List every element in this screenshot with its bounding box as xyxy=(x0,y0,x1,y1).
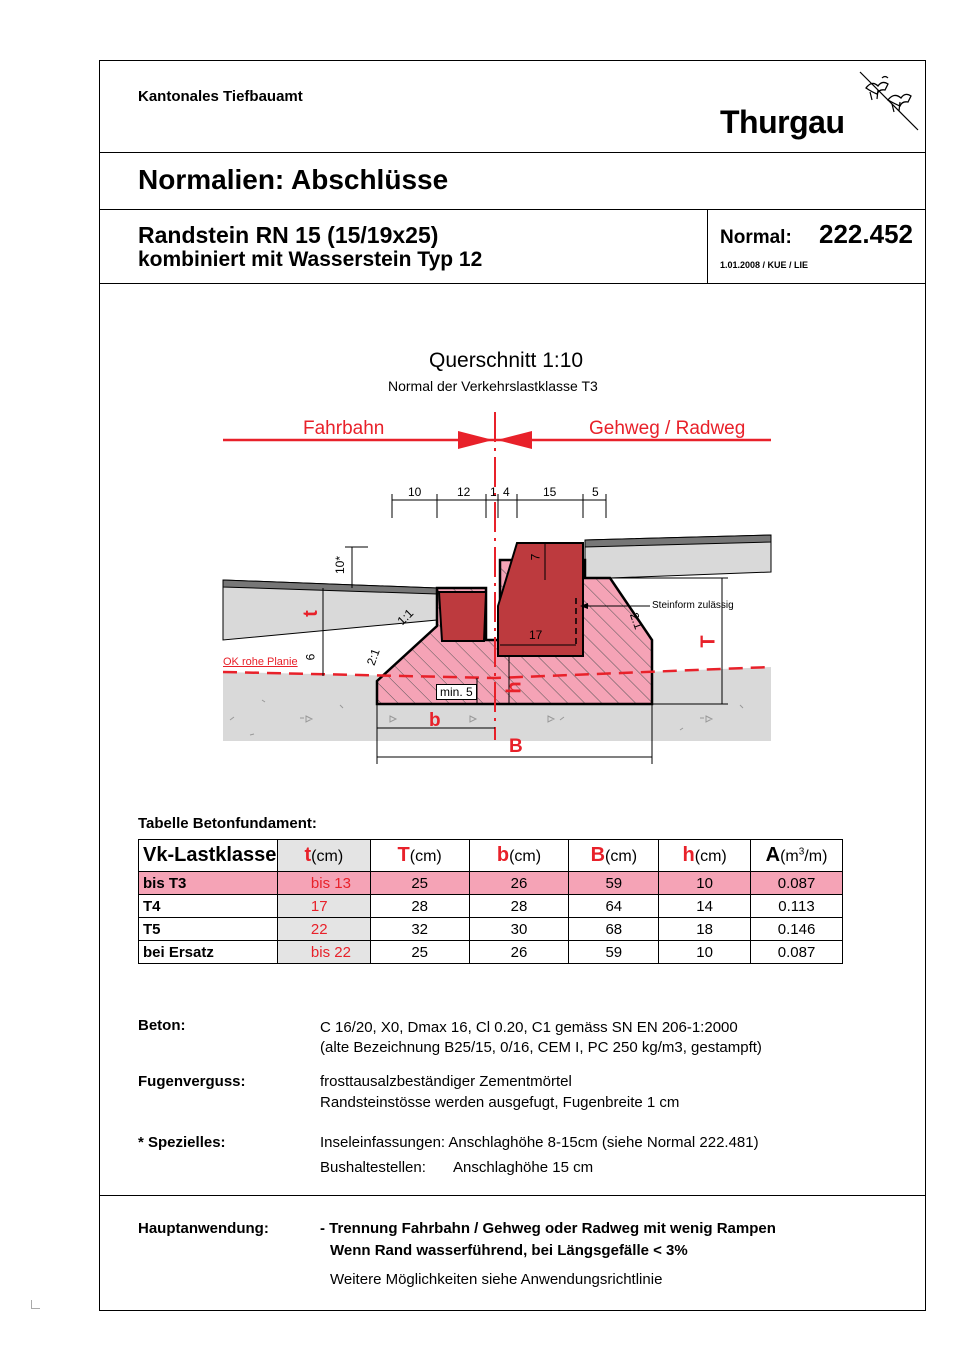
fugen-line1: frosttausalzbeständiger Zementmörtel xyxy=(320,1073,572,1090)
fugen-label: Fugenverguss: xyxy=(138,1073,246,1090)
dim-6: 6 xyxy=(303,653,318,661)
label-h: h xyxy=(503,681,526,694)
dim-5: 5 xyxy=(592,485,599,499)
dim-7: 7 xyxy=(528,553,543,561)
label-B: B xyxy=(509,736,523,757)
header-B: B(cm) xyxy=(569,840,659,872)
header-vk: Vk-Lastklasse xyxy=(139,840,278,872)
dim-1: 1 xyxy=(490,485,497,499)
dim-4: 4 xyxy=(503,485,510,499)
corner-mark xyxy=(31,1300,40,1309)
beton-line1: C 16/20, X0, Dmax 16, Cl 0.20, C1 gemäss SN EN 206-1:2000 xyxy=(320,1019,738,1036)
header-T: T(cm) xyxy=(370,840,469,872)
subject-line1: Randstein RN 15 (15/19x25) xyxy=(138,222,439,248)
table-row: T4 17 28 28 64 14 0.113 xyxy=(139,895,843,918)
spez-label: * Spezielles: xyxy=(138,1134,226,1151)
dim-10: 10 xyxy=(408,485,422,499)
label-T-upper: T xyxy=(697,635,720,648)
table-header-row xyxy=(139,840,843,872)
header-t: t(cm) xyxy=(277,840,370,872)
dim-15: 15 xyxy=(543,485,557,499)
subject-line2: kombiniert mit Wasserstein Typ 12 xyxy=(138,248,483,271)
slope-1-1: 1:1 xyxy=(394,606,417,628)
fugen-line2: Randsteinstösse werden ausgefugt, Fugenbreite 1 cm xyxy=(320,1094,680,1111)
ok-planie-label: OK rohe Planie xyxy=(223,656,298,668)
org-name: Kantonales Tiefbauamt xyxy=(138,88,303,105)
dim-17: 17 xyxy=(529,628,543,642)
drawing-title: Querschnitt 1:10 xyxy=(429,349,584,372)
label-fahrbahn: Fahrbahn xyxy=(303,418,385,439)
steinform-note: Steinform zulässig xyxy=(652,600,734,611)
beton-line2: (alte Bezeichnung B25/15, 0/16, CEM I, PC 250 kg/m3, gestampft) xyxy=(320,1039,762,1056)
normal-label: Normal: xyxy=(720,227,792,248)
page-title: Normalien: Abschlüsse xyxy=(138,164,449,195)
foundation-table xyxy=(138,839,843,964)
spez-line1: Inseleinfassungen: Anschlaghöhe 8-15cm (siehe Normal 222.481) xyxy=(320,1134,759,1151)
label-b: b xyxy=(429,710,441,731)
table-row: bei Ersatz bis 22 25 26 59 10 0.087 xyxy=(139,941,843,964)
dim-12: 12 xyxy=(457,485,471,499)
beton-label: Beton: xyxy=(138,1017,186,1034)
slope-2-1-right: 2:1 xyxy=(626,610,646,632)
divider xyxy=(99,1195,926,1196)
header-A: $A(m^3/m)$ xyxy=(751,840,843,872)
table-row: bis T3 bis 13 25 26 59 10 0.087 xyxy=(139,872,843,895)
table-caption: Tabelle Betonfundament: xyxy=(138,815,317,832)
hauptanwendung-line3: Weitere Möglichkeiten siehe Anwendungsrichtlinie xyxy=(330,1271,663,1288)
date-info: 1.01.2008 / KUE / LIE xyxy=(720,260,809,270)
logo-text: Thurgau xyxy=(720,104,845,140)
dim-10-star: 10* xyxy=(333,555,348,575)
normal-number: 222.452 xyxy=(819,219,913,249)
label-t: t xyxy=(299,610,322,617)
hauptanwendung-label: Hauptanwendung: xyxy=(138,1220,269,1237)
table-row: T5 22 32 30 68 18 0.146 xyxy=(139,918,843,941)
water-stone xyxy=(439,592,486,641)
hauptanwendung-line1: - Trennung Fahrbahn / Gehweg oder Radweg mit wenig Rampen xyxy=(320,1220,776,1237)
header-h: h(cm) xyxy=(659,840,751,872)
drawing-subtitle: Normal der Verkehrslastklasse T3 xyxy=(388,378,598,394)
slope-2-1-left: 2:1 xyxy=(363,646,383,668)
header-b: b(cm) xyxy=(469,840,569,872)
label-gehweg: Gehweg / Radweg xyxy=(589,418,746,439)
dim-min5: min. 5 xyxy=(436,684,477,700)
spez-line2-value: Anschlaghöhe 15 cm xyxy=(453,1159,594,1176)
hauptanwendung-line2: Wenn Rand wasserführend, bei Längsgefälle < 3% xyxy=(330,1242,688,1259)
spez-line2-label: Bushaltestellen: xyxy=(320,1159,426,1176)
